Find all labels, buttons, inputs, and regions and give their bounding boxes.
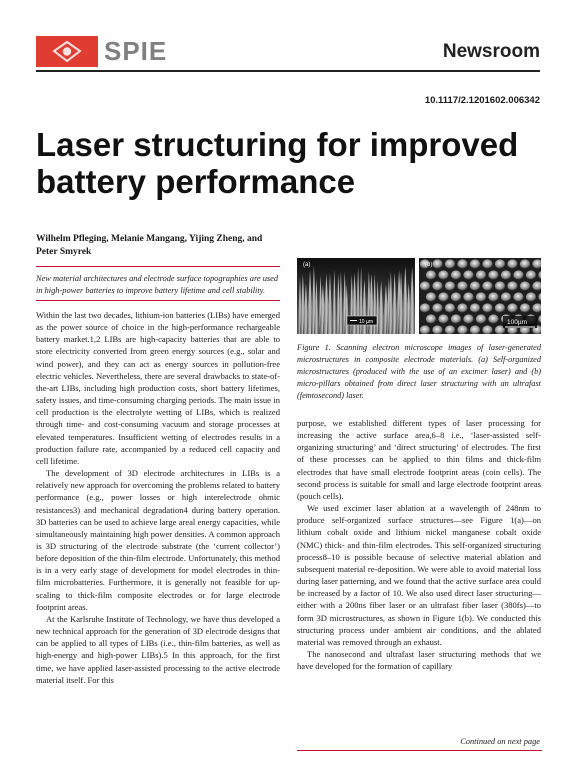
section-title: Newsroom — [442, 41, 540, 62]
sem-pillar — [420, 281, 430, 290]
authors: Wilhelm Pfleging, Melanie Mangang, Yijing Zheng, and Peter Smyrek — [36, 234, 263, 257]
paragraph: purpose, we established different types of laser processing for increasing the active surface area,6–8 i.e., ‘laser-assisted self-organizing structuring’ and ‘direct structuring’ of electrodes. The first of these processes can be applied to thin films and thick-film electrodes that have small electrode footprint areas (coin cells). The second process is suitable for small and large electrode footprint areas (pouch cells). — [297, 418, 541, 501]
sem-pillar — [482, 303, 492, 312]
abstract-rule — [36, 300, 280, 301]
figure-1 — [297, 258, 541, 334]
paragraph: The nanosecond and ultrafast laser structuring methods that we have developed for the formation of capillary — [297, 648, 541, 672]
sem-pillar — [457, 259, 467, 268]
sem-pillar — [451, 292, 461, 301]
article-title: Laser structuring for improved battery performance — [36, 126, 519, 200]
figure-caption: Figure 1. Scanning electron microscope images of laser-generated microstructures in composite electrode materials. (a) Self-organized microstructures (produced with the use of an excimer laser) and (b) micro-pillars obtained from direct laser structuring with an ultrafast (femtosecond) laser. — [297, 343, 541, 400]
sem-pillar — [426, 314, 436, 323]
doi: 10.1117/2.1201602.006342 — [424, 95, 540, 106]
sem-pillar — [520, 259, 530, 268]
sem-pillar — [445, 281, 455, 290]
sem-pillar — [463, 292, 473, 301]
scale-bar-label: 100µm — [507, 319, 528, 326]
sem-pillar — [507, 259, 517, 268]
sem-pillar — [526, 292, 536, 301]
panel-label-b: (b) — [425, 262, 433, 268]
header-rule — [36, 70, 540, 72]
sem-pillar — [495, 259, 505, 268]
sem-pillar — [501, 292, 511, 301]
sem-pillar — [445, 259, 455, 268]
paragraph: The development of 3D electrode architectures in LIBs is a relatively new approach for overcoming the problems related to battery performance (e.g., power losses or high interelectrode ohmic resistances3) and mechanical degradation4 during battery operation. 3D batteries can be used to achieve large areal energy capacities, while simultaneously maintaining high power densities. A common approach is 3D structuring of the electrode substrate (the ‘current collector’) before deposition of the thin-film electrode. Unfortunately, this method is in a very early stage of development for model electrodes in thin-film microbatteries. Furthermore, it is generally not feasible for up-scaling to thick-film composite electrodes or for large electrode footprint areas. — [36, 468, 280, 612]
sem-pillar — [451, 270, 461, 279]
sem-pillar — [457, 303, 467, 312]
sem-pillar — [438, 292, 448, 301]
sem-pillar — [520, 303, 530, 312]
panel-label-a: (a) — [303, 262, 311, 268]
sem-pillar — [463, 314, 473, 323]
sem-pillar — [513, 270, 523, 279]
sem-pillar — [488, 314, 498, 323]
sem-image-micro-pillars — [419, 258, 541, 334]
sem-pillar — [520, 281, 530, 290]
sem-pillar — [476, 314, 486, 323]
abstract: New material architectures and electrode surface topographies are used in high-power batteries to improve battery lifetime and cell stability. — [36, 274, 279, 295]
body-right-column — [297, 417, 541, 672]
sem-pillar — [445, 303, 455, 312]
sem-pillar — [470, 281, 480, 290]
logo-text: SPIE — [104, 36, 168, 66]
sem-image-self-organized — [297, 258, 415, 334]
sem-pillar — [482, 281, 492, 290]
sem-pillar — [420, 303, 430, 312]
sem-pillar — [432, 303, 442, 312]
sem-pillar — [432, 281, 442, 290]
sem-pillar — [438, 314, 448, 323]
sem-pillar — [470, 303, 480, 312]
sem-pillar — [495, 281, 505, 290]
sem-pillar — [432, 259, 442, 268]
sem-pillar — [451, 314, 461, 323]
scale-bar-label: 10 µm — [359, 319, 373, 325]
sem-pillar — [470, 259, 480, 268]
sem-pillar — [507, 303, 517, 312]
sem-pillar — [501, 270, 511, 279]
sem-pillar — [507, 281, 517, 290]
paragraph: We used excimer laser ablation at a wavelength of 248nm to produce self-organized surface structures—see Figure 1(a)—on lithium cobalt oxide and lithium nickel manganese cobalt oxide (NMC) thick- and thin-film electrodes. This self-organized structuring process8–10 is possible because of selective material ablation and subsequent material re-deposition. We were able to avoid material loss during laser patterning, and we found that the active surface area could be increased by a factor of 10. We also used direct laser structuring—either with a 200ns fiber laser or an ultrafast fiber laser (380fs)—to form 3D microstructures, as shown in Figure 1(b). We conducted this structuring process under ambient air conditions, and the ablated material was removed through an exhaust. — [297, 503, 541, 647]
paragraph: At the Karlsruhe Institute of Technology, we have thus developed a new technical approach for the generation of 3D electrode designs that can be applied to all types of LIBs (i.e., thin-film batteries, as well as high-energy and high-power LIBs).5 In this approach, for the first time, we have applied laser-assisted processing to the active electrode material itself. For this — [36, 613, 280, 685]
continued-note: Continued on next page — [460, 737, 540, 746]
sem-pillar — [476, 292, 486, 301]
sem-pillar — [476, 270, 486, 279]
body-left-column — [36, 309, 280, 686]
sem-pillar — [457, 281, 467, 290]
paragraph: Within the last two decades, lithium-ion batteries (LIBs) have emerged as the power source of choice in the high-performance rechargeable battery market.1,2 LIBs are high-capacity batteries that are able to store electricity converted from green energy sources (e.g., solar and wind power), and they can act as energy sources in pollution-free electric vehicles. Nevertheless, there are several drawbacks to state-of-the-art LIBs, including high production costs, short battery lifetimes, safety issues, and time-consuming charging periods. The main issue in cell production is the electrolyte wetting of LIBs, which is realized through time- and cost-consuming vacuum and storage processes at elevated temperatures. Insufficient wetting of electrodes results in a production failure rate, accompanied by a reduced cell capacity and cell lifetime. — [36, 310, 280, 466]
sem-pillar — [526, 270, 536, 279]
sem-pillar — [482, 259, 492, 268]
sem-pillar — [463, 270, 473, 279]
sem-pillar — [488, 292, 498, 301]
sem-pillar — [495, 303, 505, 312]
sem-pillar — [438, 270, 448, 279]
footer-rule — [297, 750, 542, 751]
sem-pillar — [513, 292, 523, 301]
sem-pillar — [426, 292, 436, 301]
spie-logo-icon — [36, 36, 98, 67]
authors-rule — [36, 266, 280, 267]
sem-pillar — [426, 270, 436, 279]
sem-pillar — [488, 270, 498, 279]
